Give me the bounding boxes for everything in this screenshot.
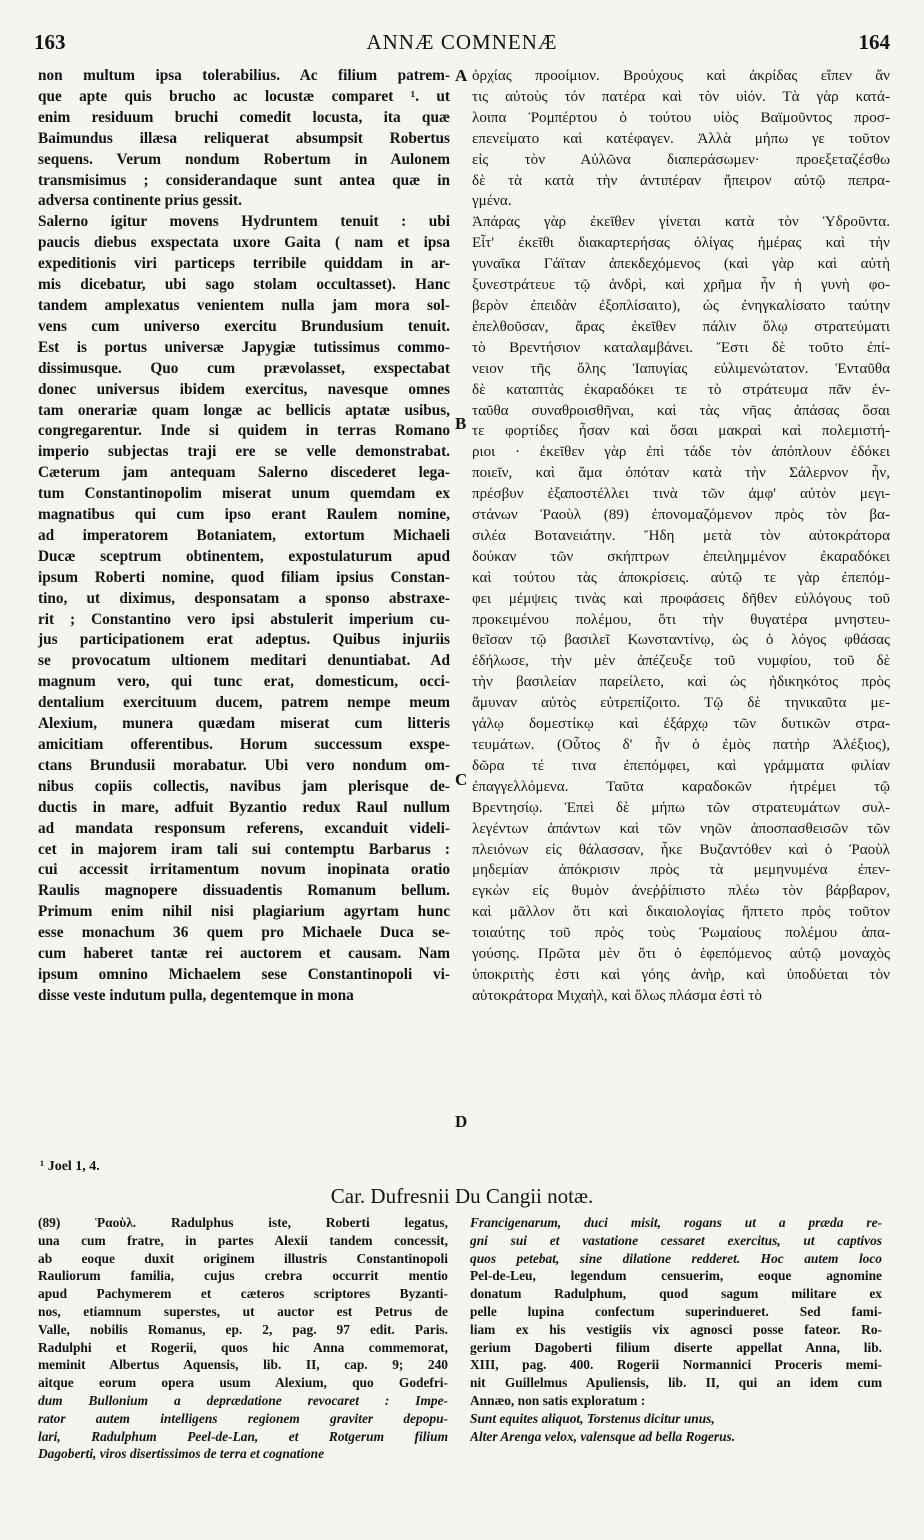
note-text-line: gerium Dagoberti filium diserte appellat Anna, lib. (470, 1339, 882, 1355)
right-page-number: 164 (858, 30, 890, 54)
greek-text-line: τε φορτίδες ἦσαν καὶ ὅσαι μακραὶ καὶ πολεμιστή- (472, 423, 890, 440)
latin-text-line: disse veste indutum pulla, degentemque in mona (38, 986, 354, 1004)
greek-text-line: ὑποκριτὴς ἐστι καὶ γόης ἀνὴρ, καὶ ὑποδύεται τὸν (472, 966, 890, 983)
latin-text-line: tino, ut diximus, desponsatam a sponso abstraxe- (38, 589, 450, 607)
latin-text-line: nibus copiis collectis, navibus jam plerisque de- (38, 777, 450, 795)
footnote: ¹ Joel 1, 4. (40, 1159, 100, 1174)
latin-text-line: magnatibus qui cum ipso erant Raulem nomine, (38, 506, 450, 524)
latin-text-line: congregarentur. Inde si quidem in terras Romano (38, 422, 450, 440)
latin-text-line: ad imperatorem Botaniatem, extortum Michaeli (38, 526, 450, 544)
latin-text-line: transmisimus ; considerandaque sunt antea quæ in (38, 171, 450, 189)
latin-text-line: cui accessit irritamentum novum inopinata oratio (38, 861, 450, 879)
note-text-line: nos, etiamnum superstes, ut auctor est Petrus de (38, 1303, 448, 1319)
latin-text-line: ipsum Roberti nomine, quod filiam ipsius Constan- (38, 568, 450, 586)
greek-text-line: γμένα. (472, 193, 512, 210)
latin-text-line: Primum enim nihil nisi plagiarium agyrtam hunc (38, 903, 450, 921)
latin-text-line: Est is portus universæ Japygiæ tutissimus commo- (38, 338, 450, 356)
latin-text-line: paucis diebus exspectata uxore Gaita ( nam et ipsa (38, 234, 450, 252)
greek-text-line: πρέσβυν ἐξαποστέλλει τινὰ τῶν ἀμφ' αὐτὸν μεγι- (472, 486, 890, 503)
greek-text-line: βερὸν ἐπειδὰν ἐξοπλίσαιτο), ὡς ἐνηγκαλίσατο ταύτην (472, 297, 890, 314)
greek-text-line: επενείματο καὶ κατέφαγεν. Ἀλλὰ μήπω γε τοῦτον (472, 130, 890, 147)
greek-text-line: δῶρα τέ τινα ἐπεπόμφει, καὶ γράμματα φιλίαν (472, 757, 890, 774)
note-text-line: nit Guillelmus Apuliensis, lib. II, qui an idem cum (470, 1375, 882, 1391)
latin-text-line: tam onerariæ quam longæ ac bellicis aptatæ usibus, (38, 401, 450, 419)
margin-marker-a: A (455, 66, 468, 85)
note-text-line: Radulphi et Rogerii, quos hic Anna commemorat, (38, 1339, 448, 1355)
latin-text-line: Ducæ sceptrum obtinentem, expostulaturum apud (38, 547, 450, 565)
latin-text-line: rit ; Constantino vero ipsi abstulerit imperium cu- (38, 610, 450, 628)
latin-text-line: adversa continente prius gessit. (38, 192, 242, 210)
latin-text-line: que apte quis brucho ac locustæ comparet ¹. ut (38, 87, 450, 105)
note-text-line: Pel-de-Leu, legendum censuerim, eoque agnomine (470, 1268, 882, 1284)
left-page-number: 163 (34, 30, 66, 54)
greek-text-line: καὶ μᾶλλον ὅτι καὶ δικαιολογίας ἥπτετο πρὸς τοῦτον (472, 904, 890, 921)
greek-text-line: εἰς τὸν Αὐλῶνα διαπεράσωμεν· προεξεταζέσθω (472, 151, 890, 168)
margin-marker-d: D (455, 1112, 468, 1131)
latin-text-line: sequens. Verum nondum Robertum in Aulonem (38, 150, 450, 168)
notes-title: Car. Dufresnii Du Cangii notæ. (330, 1184, 594, 1208)
note-text-line: Rauliorum familia, cujus crebra occurrit mentio (38, 1268, 448, 1284)
margin-marker-b: B (455, 414, 467, 433)
greek-text-line: τὴν βασιλείαν παρείλετο, καὶ ὡς ἠδικηκότος πρὸς (472, 674, 890, 691)
greek-text-column (472, 66, 890, 1007)
greek-text-line: γυναῖκα Γάϊταν ἀπεκδεχόμενος (καὶ γὰρ καὶ αὐτὴ (472, 256, 890, 273)
greek-text-line: ἐπελθοῦσαν, ἄρας ἐκεῖθεν πάλιν ὅλῳ στρατεύματι (472, 318, 890, 335)
note-text-line: quos petebat, sine dilatione redderet. Hoc autem loco (470, 1250, 882, 1266)
latin-text-line: non multum ipsa tolerabilius. Ac filium patrem- (38, 67, 450, 84)
page-header (34, 30, 890, 56)
note-text-line: gni sui et vastatione cessaret exercitus, ut captivos (470, 1232, 882, 1248)
greek-text-line: φει μέμψεις τινὰς καὶ προφάσεις δῆθεν εὐλόγους τοῦ (472, 590, 890, 607)
latin-text-line: cum haberet tantæ rei auctorem et causam. Nam (38, 945, 450, 963)
greek-text-line: πλειόνων εἰς θάλασσαν, ἧκε Βυζαντόθεν καὶ ὁ Ῥαοὺλ (472, 841, 890, 858)
greek-text-line: Βρεντησίῳ. Ἐπεὶ δὲ μήπω τῶν στρατευμάτων συλ- (472, 799, 890, 816)
latin-text-line: ductis in mare, adfuit Byzantio redux Raul nullum (38, 798, 450, 816)
latin-text-line: ipsum omnino Michaelem sese Constantinopoli vi- (38, 965, 450, 983)
greek-text-line: λεγέντων ἁπάντων καὶ τῶν νηῶν ἀποσπασθεισῶν τῶν (472, 820, 890, 837)
greek-text-line: αὐτοκράτορα Μιχαὴλ, καὶ ὅλως πλάσμα ἐστὶ τὸ (472, 987, 762, 1004)
greek-text-line: ταῦθα συναθροισθῆναι, καὶ τὰς νῆας ἁπάσας ὅσαι (472, 402, 890, 419)
latin-text-line: expeditionis viri particeps terribile quiddam in ar- (38, 255, 450, 273)
note-text-line: dum Bullonium a deprædatione revocaret : Impe- (38, 1392, 448, 1408)
greek-text-line: στάνων Ῥαοὺλ (89) ἐπονομαζόμενον πρὸς τὸν βα- (472, 507, 890, 524)
latin-text-line: Salerno igitur movens Hydruntem tenuit : ubi (38, 213, 450, 231)
greek-text-line: ἐδήλωσε, τὴν μὲν ἀπέζευξε τοῦ νυμφίου, τοῦ δὲ (472, 653, 890, 670)
note-text-line: (89) Ῥαοὺλ. Radulphus iste, Roberti legatus, (38, 1215, 448, 1230)
note-text-line: aitque eorum opera usum Alexium, quo Godefri- (38, 1375, 448, 1391)
latin-text-line: tandem amplexatus venientem nulla jam mora sol- (38, 296, 450, 314)
greek-text-line: ὀρχίας προοίμιον. Βρούχους καὶ ἀκρίδας εἴπεν ἄν (472, 68, 890, 84)
latin-text-line: Alexium, munera quædam miserat cum litteris (38, 715, 450, 733)
greek-text-line: δούκαν τῶν σκήπτρων ἐπειλημμένον ἐκαραδόκει (472, 548, 890, 565)
greek-text-line: Ἀπάρας γὰρ ἐκεῖθεν γίνεται κατὰ τὸν Ὑδροῦντα. (472, 214, 890, 231)
note-text-line: apud Pachymerem et cæteros scriptores Byzanti- (38, 1286, 448, 1302)
greek-text-line: σιλέα Βοτανειάτην. Ἤδη μετὰ τὸν αὐτοκράτορα (472, 527, 890, 544)
latin-text-line: esse monachum 36 quem pro Michaele Duca se- (38, 924, 450, 942)
latin-text-line: enim residuum bruchi comedit locusta, ita quæ (38, 108, 450, 126)
greek-text-line: ἐπαγγελλόμενα. Ταῦτα καραδοκῶν ἠτρέμει τῷ (472, 778, 890, 795)
margin-marker-c: C (455, 770, 468, 789)
note-text-line: lari, Radulphum Peel-de-Lan, et Rotgerum filium (38, 1428, 448, 1444)
latin-text-line: ad mandata responsum referens, excanduit videli- (38, 819, 450, 837)
greek-text-line: ριοι · ἐκεῖθεν γὰρ ἐπὶ τάδε τὸν ἀπόπλουν ἐδόκει (472, 444, 890, 461)
note-text-line: donatum Radulphum, quod sagum militare ex (470, 1286, 882, 1302)
greek-text-line: λοιπα Ῥομπέρτου ὁ τούτου υἱὸς Βαϊμοῦντος προσ- (472, 109, 890, 126)
latin-text-line: vens cum universo exercitu Brundusium tenuit. (38, 317, 450, 335)
greek-text-line: θεῖσαν τῷ βασιλεῖ Κωνσταντίνῳ, ὡς ὁ λόγος φθάσας (472, 632, 890, 649)
note-text-line: liam ex his vestigiis vix agnosci posse fateor. Ro- (470, 1321, 882, 1337)
latin-text-line: dissimusque. Quo cum prævolasset, exspectabat (38, 359, 450, 377)
greek-text-line: ποιεῖν, καὶ ἅμα ὁπόταν κατὰ τὴν Σάλερνον ἦν, (472, 465, 890, 482)
running-title: ANNÆ COMNENÆ (366, 30, 558, 54)
latin-text-line: se provocatum ultionem meditari denuntiabat. Ad (38, 652, 450, 670)
latin-text-line: Cæterum jam antequam Salerno discederet lega- (38, 464, 450, 482)
latin-text-line: mis dicebatur, ubi sago stolam occultasset). Hanc (38, 276, 450, 294)
note-text-line: rator autem intelligens regionem graviter depopu- (38, 1410, 448, 1426)
note-text-line: pelle lupina confectum superindueret. Sed fami- (470, 1303, 882, 1319)
note-text-line: Francigenarum, duci misit, rogans ut a præda re- (470, 1215, 882, 1230)
greek-text-line: εγκὼν εἰς θυμὸν ἀνεῤῥίπιστο πλέω τὸν βάρβαρον, (472, 883, 890, 900)
note-text-line: XIII, pag. 400. Rogerii Normannici Proceris memi- (470, 1357, 882, 1373)
latin-text-line: Raulis magnopere dissuadentis Romanum bellum. (38, 882, 450, 900)
latin-text-line: Baimundus illæsa reliquerat absumpsit Robertus (38, 129, 450, 147)
greek-text-line: ξυνεστράτευε τῷ ἀνδρὶ, καὶ χρῆμα ἦν ἡ γυνὴ φο- (472, 277, 890, 294)
note-text-line: Valle, nobilis Romanus, ep. 2, pag. 97 edit. Paris. (38, 1321, 448, 1337)
greek-text-line: μηδεμίαν ἀπόκρισιν πρὸς τὰ μεμηνυμένα ἐπεν- (472, 862, 890, 879)
note-text-line: ab eoque duxit originem illustris Constantinopoli (38, 1250, 448, 1266)
latin-text-column (38, 66, 450, 1007)
latin-text-line: imperio subjectas traji ere se velle demonstrabat. (38, 443, 450, 461)
note-text-line: Sunt equites aliquot, Torstenus dicitur unus, (470, 1410, 715, 1426)
greek-text-line: τοιαύτης τοῦ πρὸς τοὺς Ῥωμαίους πολέμου ἀπα- (472, 925, 890, 942)
note-text-line: Dagoberti, viros disertissimos de terra et cognatione (38, 1446, 325, 1462)
greek-text-line: προκειμένου πολέμου, ὅτι τὴν θυγατέρα μνηστευ- (472, 611, 890, 628)
greek-text-line: νειον τῆς ὅλης Ἰαπυγίας εὐλιμενώτατον. Ἐνταῦθα (472, 360, 890, 377)
latin-text-line: amicitiam offerentibus. Horum successum exspe- (38, 736, 450, 753)
greek-text-line: τις αὐτοὺς τόν πατέρα καὶ τὸν υἱόν. Τὰ γὰρ κατά- (472, 88, 890, 105)
notes-right-column (470, 1214, 882, 1445)
latin-text-line: cet in majorem iram tali sui contemptu Barbarus : (38, 840, 450, 858)
greek-text-line: Εἶτ' ἐκεῖθι διακαρτερήσας ὀλίγας ἡμέρας καὶ τὴν (472, 235, 890, 252)
greek-text-line: δὲ τὰ κατὰ τὴν ἀντιπέραν ἤπειρον αὐτῷ πεπρα- (472, 172, 890, 189)
greek-text-line: ἄμυναν αὐτὸς εὐτρεπίζοιτο. Τῷ δὲ τηνικαῦτα με- (472, 695, 890, 712)
greek-text-line: τὸ Βρεντήσιον καταλαμβάνει. Ἔστι δὲ τοῦτο ἐπί- (472, 339, 890, 356)
note-text-line: Alter Arenga velox, valensque ad bella Rogerus. (470, 1428, 736, 1444)
latin-text-line: magnum vero, qui tunc erat, domesticum, occi- (38, 673, 450, 691)
latin-text-line: tum Constantinopolim miserat unum quemdam ex (38, 485, 450, 503)
notes-left-column (38, 1214, 448, 1463)
latin-text-line: donec universus ibidem exercitus, navesque omnes (38, 380, 450, 398)
greek-text-line: τευμάτων. (Οὗτος δ' ἦν ὁ ἐμὸς πατὴρ Ἀλέξιος), (472, 737, 890, 753)
latin-text-line: jus participationem erat adeptus. Quibus injuriis (38, 631, 450, 649)
note-text-line: una cum fratre, in partes Alexii tandem concessit, (38, 1232, 448, 1248)
greek-text-line: γάλῳ δομεστίκῳ καὶ ἐξάρχῳ τῶν δυτικῶν στρα- (472, 716, 890, 733)
latin-text-line: dentalium exercituum ducem, patrem nempe meum (38, 694, 450, 712)
note-text-line: meminit Albertus Aquensis, lib. II, cap. 9; 240 (38, 1357, 448, 1373)
greek-text-line: δὲ καταπτὰς ἐκαραδόκει τε τὸ στράτευμα πᾶν ἐν- (472, 381, 890, 398)
latin-text-line: ctans Brundusii morabatur. Ubi vero nondum om- (38, 756, 450, 774)
greek-text-line: γούσης. Πρῶτα μὲν ὅτι ὁ ἑφεπόμενος αὐτῷ μοναχὸς (472, 946, 890, 963)
greek-text-line: καὶ τούτου τὰς ἀποκρίσεις. αὐτῷ τε γὰρ ἐπεπόμ- (472, 569, 890, 586)
note-text-line: Annæo, non satis exploratum : (470, 1392, 646, 1408)
